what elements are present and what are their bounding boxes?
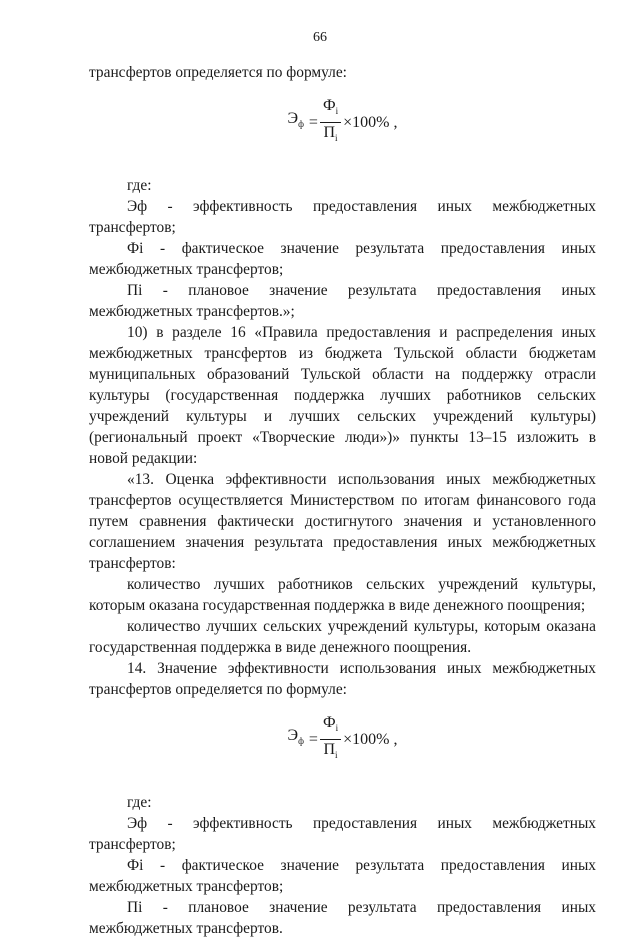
paragraph-item-14: 14. Значение эффективности использования иных межбюджетных трансфертов определяется по формуле: <box>89 660 596 698</box>
document-body <box>89 62 596 939</box>
formula-rest: ×100% , <box>343 730 398 748</box>
paragraph-item-13: «13. Оценка эффективности использования иных межбюджетных трансфертов осуществляется Министерством по итогам финансового года путем сравнения фактически достигнутого значения и установленного соглашением значения результата предоставления иных межбюджетных трансфертов: <box>89 471 596 572</box>
paragraph-count-institutions: количество лучших сельских учреждений культуры, которым оказана государственная поддержка в виде денежного поощрения. <box>89 618 596 656</box>
page-number: 66 <box>313 30 327 45</box>
formula-rest: ×100% , <box>343 113 398 131</box>
formula-fraction <box>320 96 341 147</box>
paragraph-item-10: 10) в разделе 16 «Правила предоставления и распределения иных межбюджетных трансфертов из бюджета Тульской области бюджетам муниципальных образований Тульской области на поддержку отрасли культуры (государственная поддержка лучших работников сельских учреждений культуры и лучших сельских учреждений культуры) (региональный проект «Творческие люди»)» пункты 13–15 изложить в новой редакции: <box>89 324 596 467</box>
paragraph-count-workers: количество лучших работников сельских учреждений культуры, которым оказана государственная поддержка в виде денежного поощрения; <box>89 576 596 614</box>
definition-efficiency-2: Эф - эффективность предоставления иных межбюджетных трансфертов; <box>89 815 596 853</box>
formula-lhs: $Э_ф$ <box>287 727 304 747</box>
formula-numerator: $Ф_i$ <box>320 713 341 739</box>
definition-efficiency-1: Эф - эффективность предоставления иных межбюджетных трансфертов; <box>89 198 596 236</box>
formula-numerator: $Ф_i$ <box>320 96 341 122</box>
formula-denominator: $П_i$ <box>323 123 338 143</box>
formula-lhs: $Э_ф$ <box>287 110 304 130</box>
definition-actual-1: Фi - фактическое значение результата предоставления иных межбюджетных трансфертов; <box>89 240 596 278</box>
definition-actual-2: Фi - фактическое значение результата предоставления иных межбюджетных трансфертов; <box>89 857 596 895</box>
where-label-1: где: <box>127 177 152 194</box>
paragraph-intro: трансфертов определяется по формуле: <box>89 64 347 81</box>
where-label-2: где: <box>127 794 152 811</box>
definition-planned-1: Пi - плановое значение результата предоставления иных межбюджетных трансфертов.»; <box>89 282 596 320</box>
formula-fraction <box>320 713 341 764</box>
formula-equals: = <box>308 730 318 748</box>
formula-2 <box>89 709 596 769</box>
definition-planned-2: Пi - плановое значение результата предоставления иных межбюджетных трансфертов. <box>89 899 596 937</box>
formula-denominator: $П_i$ <box>323 740 338 760</box>
formula-equals: = <box>308 113 318 131</box>
formula-1 <box>89 92 596 152</box>
